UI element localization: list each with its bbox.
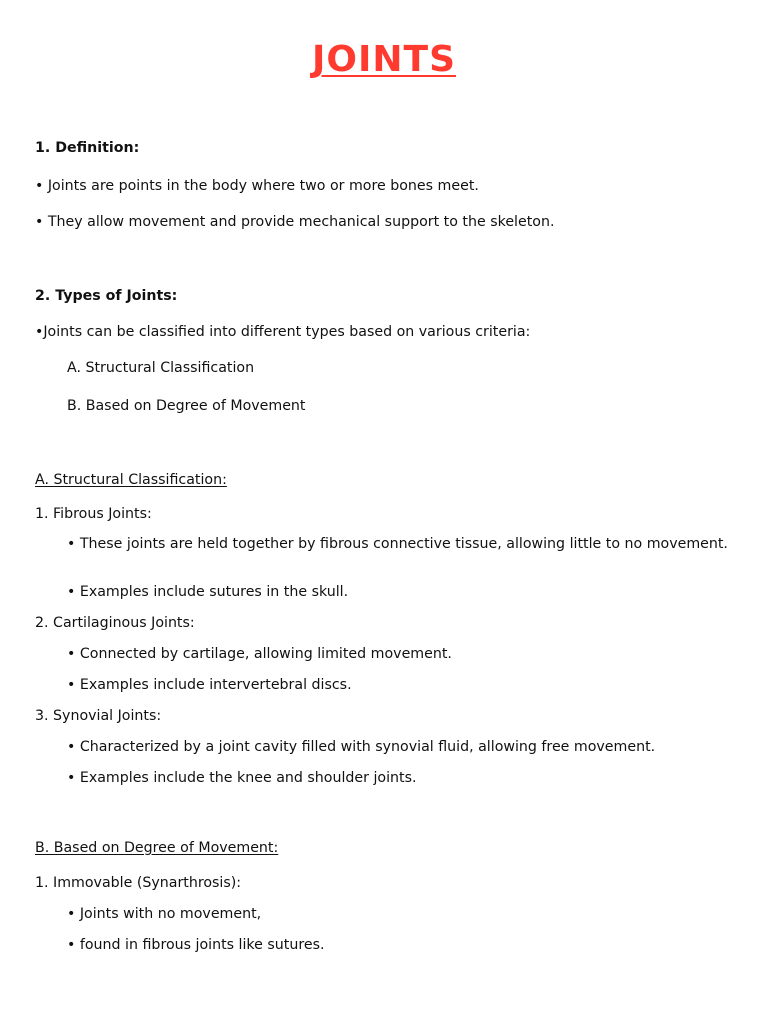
page-title [0, 36, 768, 84]
structural-group-bullet: • Connected by cartilage, allowing limited movement. [67, 646, 452, 662]
structural-group-label: 3. Synovial Joints: [35, 708, 162, 724]
definition-bullet: • Joints are points in the body where two or more bones meet. [35, 178, 479, 194]
definition-heading: 1. Definition: [35, 140, 140, 156]
structural-group-bullet: • Examples include the knee and shoulder joints. [67, 770, 417, 786]
types-heading: 2. Types of Joints: [35, 288, 178, 304]
structural-group-bullet: • These joints are held together by fibrous connective tissue, allowing little to no movement. [67, 536, 728, 552]
types-list-item: B. Based on Degree of Movement [67, 398, 306, 414]
movement-group-bullet: • found in fibrous joints like sutures. [67, 937, 325, 953]
definition-bullet: • They allow movement and provide mechanical support to the skeleton. [35, 214, 555, 230]
page-title-text: JOINTS [311, 39, 456, 80]
structural-group-bullet: • Examples include intervertebral discs. [67, 677, 352, 693]
structural-group-label: 2. Cartilaginous Joints: [35, 615, 195, 631]
structural-group-bullet: • Examples include sutures in the skull. [67, 584, 349, 600]
structural-heading: A. Structural Classification: [35, 472, 227, 488]
movement-group-label: 1. Immovable (Synarthrosis): [35, 875, 242, 891]
types-list-item: A. Structural Classification [67, 360, 255, 376]
structural-group-label: 1. Fibrous Joints: [35, 506, 152, 522]
structural-group-bullet: • Characterized by a joint cavity filled with synovial fluid, allowing free movement. [67, 739, 656, 755]
types-intro: •Joints can be classified into different types based on various criteria: [35, 324, 531, 340]
movement-heading: B. Based on Degree of Movement: [35, 840, 279, 856]
movement-group-bullet: • Joints with no movement, [67, 906, 262, 922]
